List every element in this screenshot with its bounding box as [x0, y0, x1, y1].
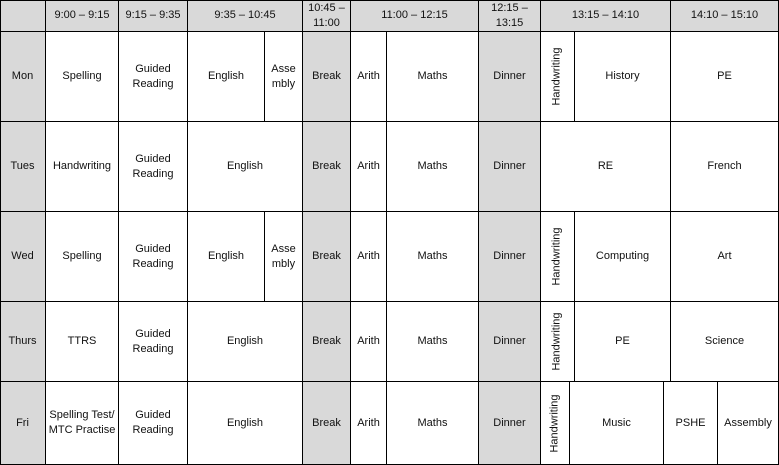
cell-thurs-maths: Maths [387, 302, 479, 382]
day-label-tues: Tues [0, 122, 46, 212]
cell-wed-arith: Arith [351, 212, 387, 302]
cell-tues-guided-reading: Guided Reading [119, 122, 188, 212]
cell-thurs-pe: PE [575, 302, 671, 382]
handwriting-label: Handwriting [551, 312, 563, 371]
cell-wed-assembly: Asse mbly [265, 212, 303, 302]
cell-fri-assembly: Assembly [718, 382, 779, 465]
cell-tues-re: RE [541, 122, 671, 212]
cell-wed-handwriting [541, 212, 575, 302]
cell-fri-handwriting [541, 382, 570, 465]
cell-tues-english: English [188, 122, 303, 212]
cell-wed-english: English [188, 212, 265, 302]
cell-fri-pshe: PSHE [664, 382, 718, 465]
cell-tues-arith: Arith [351, 122, 387, 212]
cell-mon-pe: PE [671, 32, 779, 122]
cell-mon-arith: Arith [351, 32, 387, 122]
cell-fri-spelling-test: Spelling Test/ MTC Practise [46, 382, 119, 465]
cell-fri-maths: Maths [387, 382, 479, 465]
cell-wed-guided-reading: Guided Reading [119, 212, 188, 302]
cell-thurs-arith: Arith [351, 302, 387, 382]
cell-mon-english: English [188, 32, 265, 122]
header-slot-4: 10:45 – 11:00 [303, 0, 351, 32]
cell-fri-arith: Arith [351, 382, 387, 465]
cell-thurs-science: Science [671, 302, 779, 382]
cell-fri-english: English [188, 382, 303, 465]
header-slot-1: 9:00 – 9:15 [46, 0, 119, 32]
day-label-thurs: Thurs [0, 302, 46, 382]
cell-thurs-ttrs: TTRS [46, 302, 119, 382]
header-slot-7: 13:15 – 14:10 [541, 0, 671, 32]
cell-fri-dinner: Dinner [479, 382, 541, 465]
cell-fri-break: Break [303, 382, 351, 465]
day-label-wed: Wed [0, 212, 46, 302]
cell-wed-art: Art [671, 212, 779, 302]
cell-thurs-handwriting [541, 302, 575, 382]
cell-mon-break: Break [303, 32, 351, 122]
cell-wed-computing: Computing [575, 212, 671, 302]
cell-mon-dinner: Dinner [479, 32, 541, 122]
cell-thurs-break: Break [303, 302, 351, 382]
cell-thurs-dinner: Dinner [479, 302, 541, 382]
handwriting-label: Handwriting [551, 227, 563, 286]
header-slot-3: 9:35 – 10:45 [188, 0, 303, 32]
cell-mon-handwriting [541, 32, 575, 122]
header-slot-2: 9:15 – 9:35 [119, 0, 188, 32]
cell-fri-guided-reading: Guided Reading [119, 382, 188, 465]
cell-mon-spelling: Spelling [46, 32, 119, 122]
header-corner [0, 0, 46, 32]
cell-thurs-guided-reading: Guided Reading [119, 302, 188, 382]
cell-wed-maths: Maths [387, 212, 479, 302]
cell-tues-break: Break [303, 122, 351, 212]
cell-wed-spelling: Spelling [46, 212, 119, 302]
cell-tues-handwriting: Handwriting [46, 122, 119, 212]
cell-fri-music: Music [570, 382, 664, 465]
header-slot-5: 11:00 – 12:15 [351, 0, 479, 32]
cell-mon-maths: Maths [387, 32, 479, 122]
cell-mon-guided-reading: Guided Reading [119, 32, 188, 122]
cell-mon-assembly: Asse mbly [265, 32, 303, 122]
handwriting-label: Handwriting [551, 47, 563, 106]
cell-wed-break: Break [303, 212, 351, 302]
handwriting-label: Handwriting [548, 393, 561, 453]
cell-tues-dinner: Dinner [479, 122, 541, 212]
header-slot-6: 12:15 – 13:15 [479, 0, 541, 32]
cell-tues-maths: Maths [387, 122, 479, 212]
header-slot-8: 14:10 – 15:10 [671, 0, 779, 32]
cell-wed-dinner: Dinner [479, 212, 541, 302]
day-label-fri: Fri [0, 382, 46, 465]
cell-thurs-english: English [188, 302, 303, 382]
day-label-mon: Mon [0, 32, 46, 122]
cell-mon-history: History [575, 32, 671, 122]
cell-tues-french: French [671, 122, 779, 212]
